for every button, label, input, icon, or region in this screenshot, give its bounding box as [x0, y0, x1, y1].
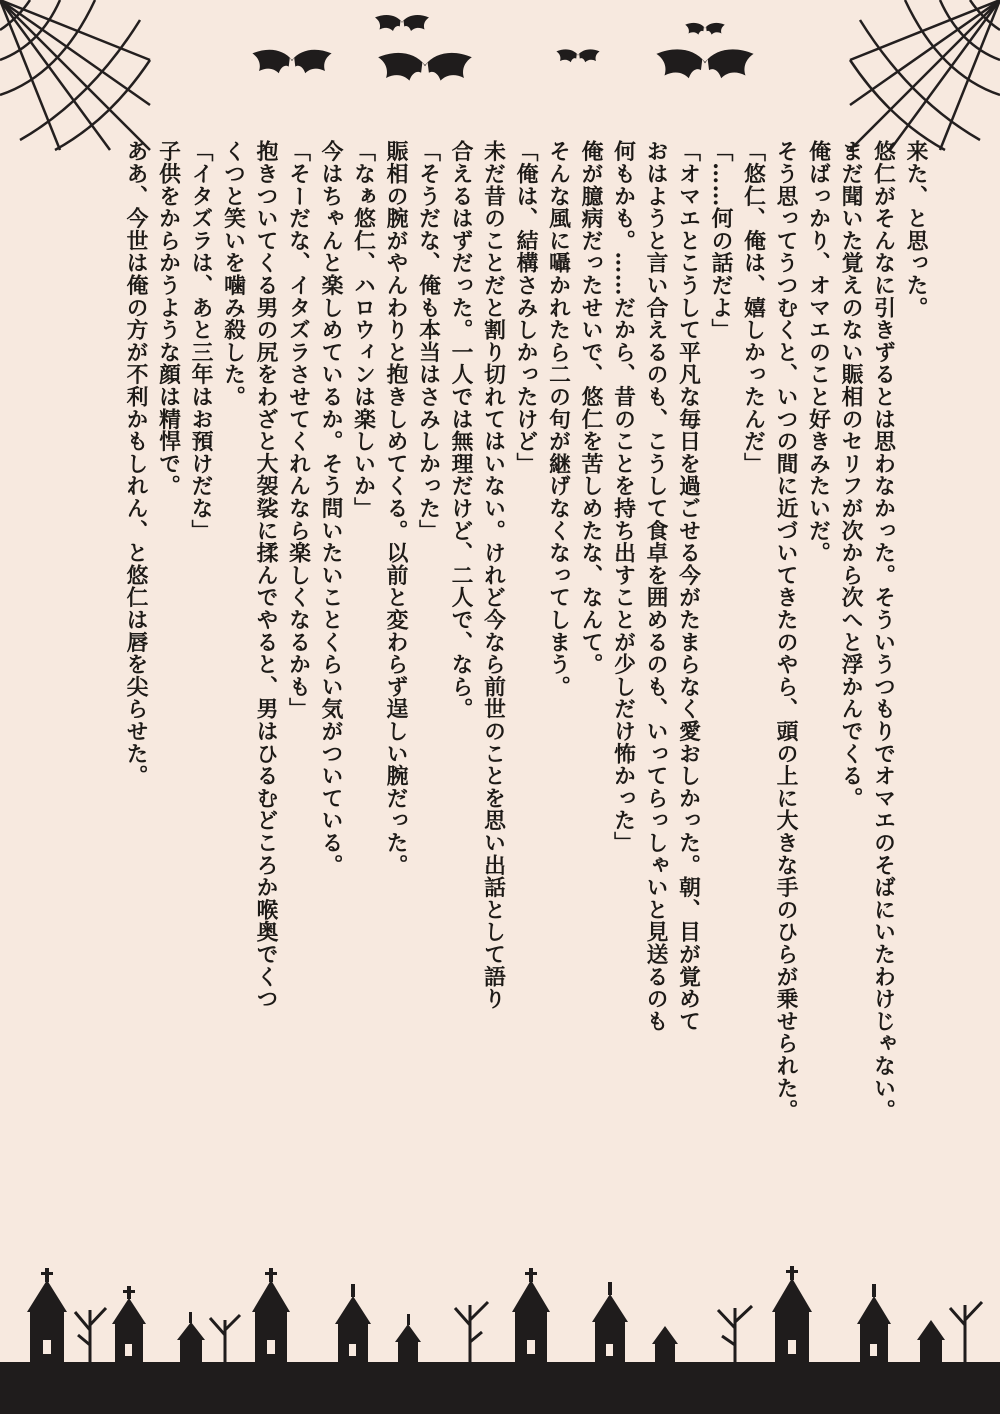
- text-column: 賑相の腕がやんわりと抱きしめてくる。以前と変わらず逞しい腕だった。: [383, 140, 408, 876]
- text-column: 「……何の話だよ」: [708, 140, 733, 341]
- cobweb-left-icon: [0, 0, 150, 150]
- text-column: 俺が臆病だったせいで、悠仁を苦しめたな、なんて。: [578, 140, 603, 676]
- text-column: 悠仁がそんなに引きずるとは思わなかった。そういうつもりでオマエのそばにいたわけじゃない。: [870, 140, 896, 1122]
- bat-icon: [556, 49, 599, 62]
- church-icon: [395, 1314, 421, 1366]
- text-column: そんな風に囁かれたら二の句が継げなくなってしまう。: [545, 140, 571, 698]
- church-window: [43, 1340, 51, 1354]
- text-column: 抱きついてくる男の尻をわざと大袈裟に揉んでやると、男はひるむどころか喉奥でくつ: [253, 140, 278, 1010]
- text-column: 未だ昔のことだと割り切れてはいない。けれど今なら前世のことを思い出話として語り: [480, 140, 506, 1010]
- text-column: 「そうだな、俺も本当はさみしかった」: [415, 140, 441, 542]
- text-column: まだ聞いた覚えのない賑相のセリフが次から次へと浮かんでくる。: [838, 140, 863, 809]
- text-column: 俺ばっかり、オマエのこと好きみたいだ。: [805, 140, 831, 564]
- text-column: おはようと言い合えるのも、こうして食卓を囲めるのも、いってらっしゃいと見送るのも: [643, 140, 668, 1032]
- text-column: ああ、今世は俺の方が不利かもしれん、と悠仁は唇を尖らせた。: [123, 140, 148, 787]
- text-column: そう思ってうつむくと、いつの間に近づいてきたのやら、頭の上に大きな手のひらが乗せられた。: [773, 140, 798, 1122]
- text-column: 「悠仁、俺は、嬉しかったんだ」: [740, 140, 766, 475]
- bottom-silhouette: [0, 1250, 1000, 1414]
- church-icon: [177, 1312, 205, 1366]
- text-column: 子供をからかうような顔は精悍で。: [155, 140, 181, 497]
- text-column: 何もかも。……だから、昔のことを持ち出すことが少しだけ怖かった」: [610, 140, 636, 854]
- bat-icon: [252, 50, 331, 74]
- text-column: 「イタズラは、あと三年はお預けだな」: [188, 140, 213, 542]
- text-column: 今はちゃんと楽しめているか。そう問いたいことくらい気がついている。: [318, 140, 343, 876]
- text-column: 合えるはずだった。一人では無理だけど、二人で、なら。: [448, 140, 473, 720]
- bat-icon: [375, 15, 429, 31]
- bat-icon: [685, 23, 725, 35]
- text-column: 「オマエとこうして平凡な毎日を過ごせる今がたまらなく愛おしかった。朝、目が覚めて: [675, 140, 701, 1032]
- story-text: [70, 140, 930, 1270]
- top-decorations: [0, 0, 1000, 160]
- bat-icon: [378, 53, 472, 81]
- cobweb-right-icon: [850, 0, 1000, 150]
- text-column: 来た、と思った。: [903, 140, 928, 319]
- church-icon: [652, 1326, 678, 1366]
- text-column: くつと笑いを噛み殺した。: [220, 140, 246, 408]
- text-column: 「なぁ悠仁、ハロウィンは楽しいか」: [350, 140, 376, 520]
- bat-icon: [656, 49, 753, 78]
- text-column: 「俺は、結構さみしかったけど」: [513, 140, 538, 475]
- church-icon: [917, 1320, 945, 1366]
- text-column: 「そーだな、イタズラさせてくれんなら楽しくなるかも」: [285, 140, 311, 720]
- ground: [0, 1362, 1000, 1414]
